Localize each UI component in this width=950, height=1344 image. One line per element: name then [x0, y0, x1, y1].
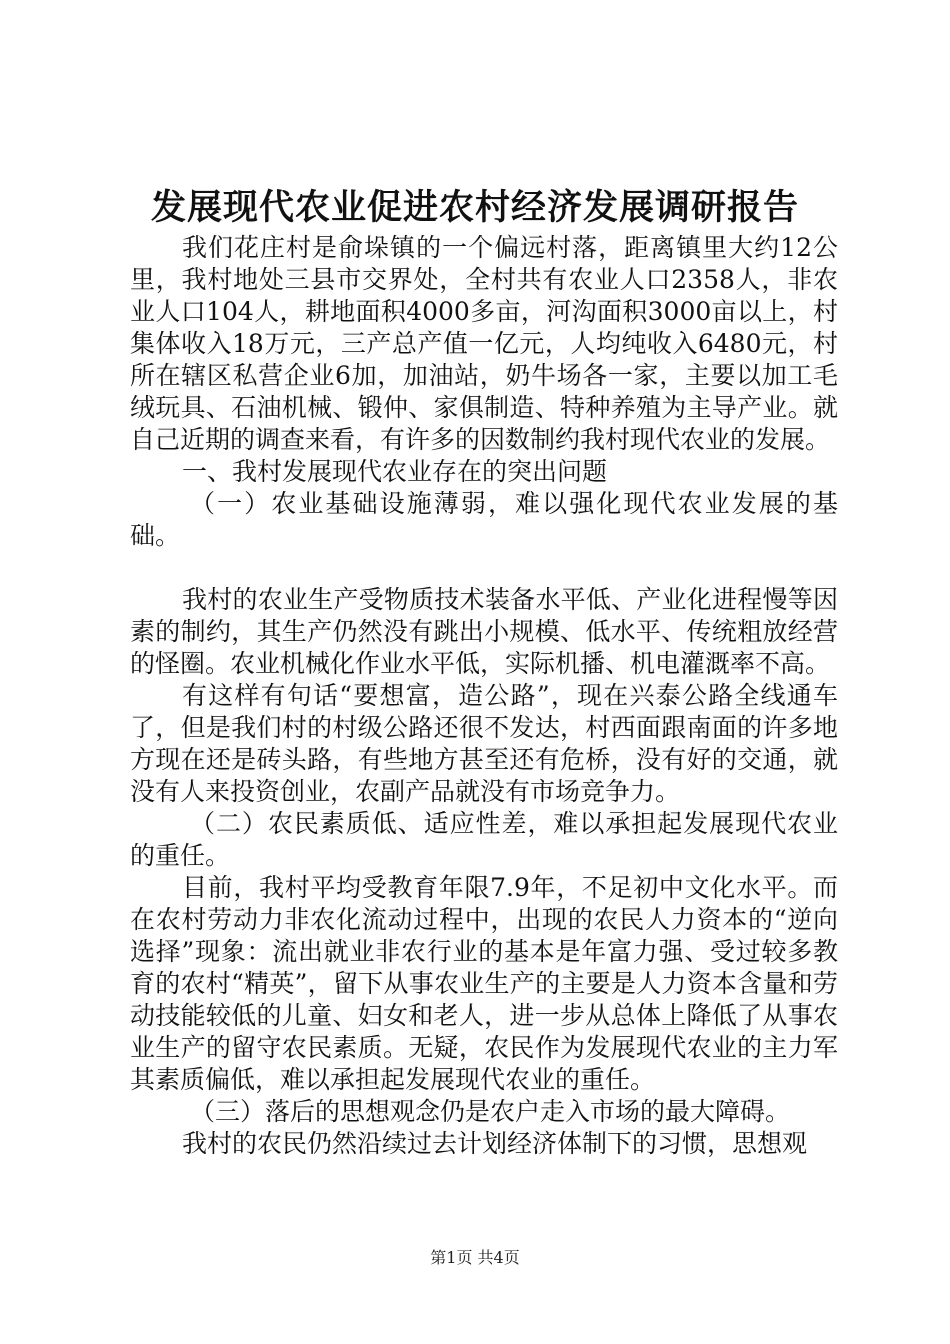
subsection-heading-1: （一）农业基础设施薄弱，难以强化现代农业发展的基础。 — [130, 489, 838, 550]
document-title: 发展现代农业促进农村经济发展调研报告 — [150, 188, 799, 228]
document-body — [130, 232, 838, 1160]
subsection-heading-2: （二）农民素质低、适应性差，难以承担起发展现代农业的重任。 — [130, 809, 838, 870]
subsection-heading-3: （三）落后的思想观念仍是农户走入市场的最大障碍。 — [190, 1097, 791, 1126]
page-footer: 第1页 共4页 — [430, 1248, 520, 1267]
section-heading-1: 一、我村发展现代农业存在的突出问题 — [182, 457, 608, 486]
paragraph-mindset: 我村的农民仍然沿续过去计划经济体制下的习惯，思想观 — [182, 1129, 808, 1158]
paragraph-roads: 有这样有句话“要想富，造公路”，现在兴泰公路全线通车了，但是我们村的村级公路还很不发达，村西面跟南面的许多地方现在还是砖头路，有些地方甚至还有危桥，没有好的交通，就没有人来投资创业，农副产品就没有市场竞争力。 — [130, 681, 838, 806]
paragraph-education: 目前，我村平均受教育年限7.9年，不足初中文化水平。而在农村劳动力非农化流动过程中，出现的农民人力资本的“逆向选择”现象：流出就业非农行业的基本是年富力强、受过较多教育的农村“精英”，留下从事农业生产的主要是人力资本含量和劳动技能较低的儿童、妇女和老人，进一步从总体上降低了从事农业生产的留守农民素质。无疑，农民作为发展现代农业的主力军其素质偏低，难以承担起发展现代农业的重任。 — [130, 873, 838, 1094]
paragraph-intro: 我们花庄村是俞垛镇的一个偏远村落，距离镇里大约12公里，我村地处三县市交界处，全村共有农业人口2358人，非农业人口104人，耕地面积4000多亩，河沟面积3000亩以上，村集体收入18万元，三产总产值一亿元，人均纯收入6480元，村所在辖区私营企业6加，加油站，奶牛场各一家，主要以加工毛绒玩具、石油机械、锻仲、家俱制造、特种养殖为主导产业。就自己近期的调查来看，有许多的因数制约我村现代农业的发展。 — [130, 233, 838, 454]
paragraph-infrastructure: 我村的农业生产受物质技术装备水平低、产业化进程慢等因素的制约，其生产仍然没有跳出小规模、低水平、传统粗放经营的怪圈。农业机械化作业水平低，实际机播、机电灌溉率不高。 — [130, 585, 838, 678]
